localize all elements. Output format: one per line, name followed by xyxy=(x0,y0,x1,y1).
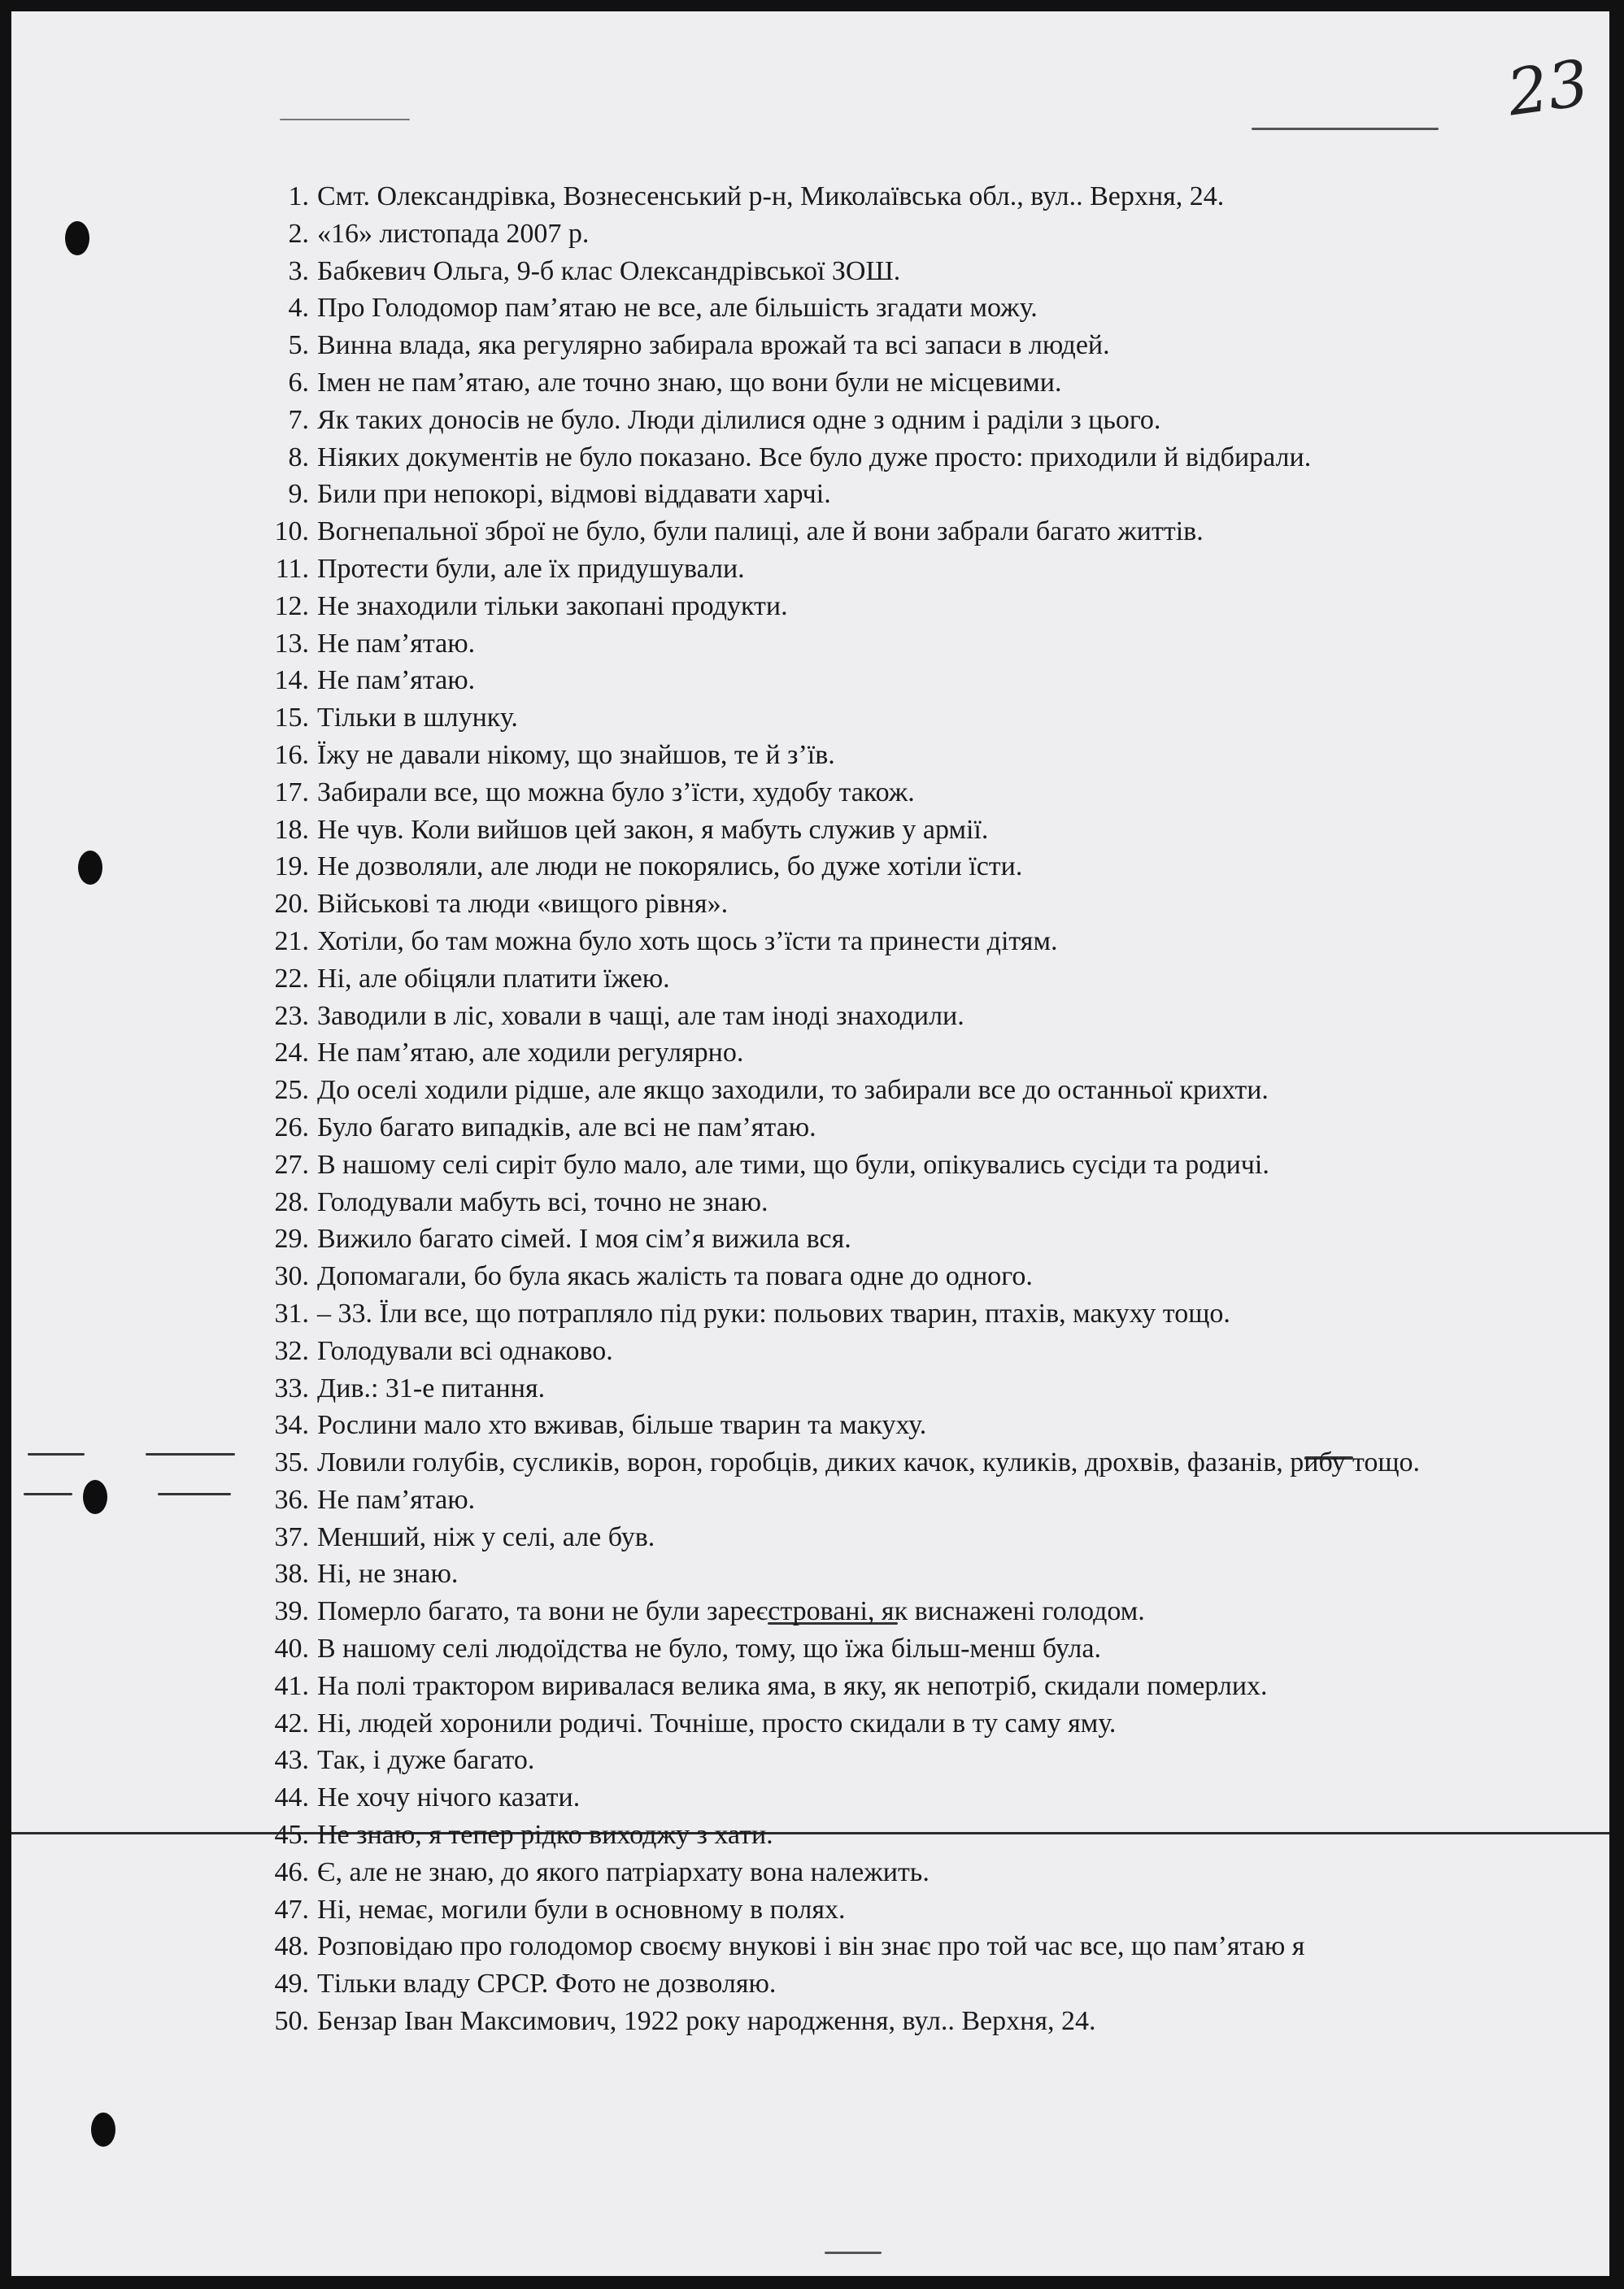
answer-number: 13. xyxy=(274,628,309,659)
answer-text: Заводили в ліс, ховали в чащі, але там іноді знаходили. xyxy=(317,1000,964,1031)
answer-item xyxy=(247,253,1516,290)
answer-number: 42. xyxy=(274,1708,309,1739)
answer-text: Не знаходили тільки закопані продукти. xyxy=(317,590,788,621)
answer-item xyxy=(247,774,1516,812)
scan-mark xyxy=(158,1493,231,1495)
answer-item xyxy=(247,1891,1516,1929)
answer-item xyxy=(247,1370,1516,1408)
punch-hole xyxy=(83,1480,107,1514)
answer-item xyxy=(247,662,1516,699)
answer-item xyxy=(247,1072,1516,1109)
answer-number: 20. xyxy=(274,889,309,920)
questionnaire-answers xyxy=(247,178,1516,2040)
answer-item xyxy=(247,588,1516,625)
answer-number: 23. xyxy=(274,1000,309,1031)
answer-number: 30. xyxy=(274,1261,309,1292)
answer-number: 46. xyxy=(274,1856,309,1887)
answer-text: В нашому селі сиріт було мало, але тими, що були, опікувались сусіди та родичі. xyxy=(317,1149,1269,1180)
answer-number: 16. xyxy=(274,739,309,770)
punch-hole xyxy=(91,2113,115,2147)
answer-text: Ніяких документів не було показано. Все було дуже просто: приходили й відбирали. xyxy=(317,442,1312,472)
answer-text: Бензар Іван Максимович, 1922 року народження, вул.. Верхня, 24. xyxy=(317,2006,1096,2037)
answer-item xyxy=(247,1928,1516,1965)
answer-text: Забирали все, що можна було з’їсти, худобу також. xyxy=(317,777,915,807)
answer-item xyxy=(247,402,1516,439)
answer-number: 19. xyxy=(274,851,309,882)
scan-mark xyxy=(825,2252,882,2254)
answer-text: Їжу не давали нікому, що знайшов, те й з’їв. xyxy=(317,739,835,770)
answer-text: Смт. Олександрівка, Вознесенський р-н, Миколаївська обл., вул.. Верхня, 24. xyxy=(317,181,1225,211)
answer-number: 3. xyxy=(288,255,309,286)
answer-number: 50. xyxy=(274,2006,309,2037)
answer-item xyxy=(247,215,1516,253)
answer-item xyxy=(247,848,1516,886)
answer-number: 12. xyxy=(274,590,309,621)
answer-text: Про Голодомор пам’ятаю не все, але більшість згадати можу. xyxy=(317,293,1038,324)
answer-number: 36. xyxy=(274,1484,309,1515)
answer-item xyxy=(247,1221,1516,1258)
answer-text: Було багато випадків, але всі не пам’ятаю. xyxy=(317,1112,816,1142)
answer-text: Див.: 31-е питання. xyxy=(317,1373,546,1403)
answer-text: Вогнепальної зброї не було, були палиці, але й вони забрали багато життів. xyxy=(317,516,1204,547)
answer-number: 45. xyxy=(274,1820,309,1851)
answer-number: 27. xyxy=(274,1149,309,1180)
answer-text: Вижило багато сімей. І моя сім’я вижила вся. xyxy=(317,1224,851,1255)
answer-item xyxy=(247,364,1516,402)
answer-text: – 33. Їли все, що потрапляло під руки: польових тварин, птахів, макуху тощо. xyxy=(317,1298,1230,1329)
answer-number: 33. xyxy=(274,1373,309,1403)
answer-item xyxy=(247,550,1516,588)
answer-item xyxy=(247,923,1516,960)
answer-number: 38. xyxy=(274,1559,309,1590)
answer-number: 18. xyxy=(274,814,309,845)
answer-text: Протести були, але їх придушували. xyxy=(317,553,745,584)
answer-text: Не хочу нічого казати. xyxy=(317,1782,581,1813)
answer-number: 24. xyxy=(274,1038,309,1068)
document-page xyxy=(11,11,1609,2276)
answer-number: 8. xyxy=(288,442,309,472)
scan-mark xyxy=(280,119,410,120)
answer-number: 41. xyxy=(274,1670,309,1701)
answer-number: 10. xyxy=(274,516,309,547)
answer-number: 31. xyxy=(274,1298,309,1329)
answer-item xyxy=(247,1444,1516,1482)
answer-item xyxy=(247,1407,1516,1444)
answer-item xyxy=(247,1109,1516,1147)
answer-text: Голодували всі однаково. xyxy=(317,1335,613,1366)
answer-item xyxy=(247,699,1516,737)
answer-item xyxy=(247,1482,1516,1519)
answer-text: Допомагали, бо була якась жалість та повага одне до одного. xyxy=(317,1261,1033,1292)
answer-number: 22. xyxy=(274,963,309,994)
answer-text: Бабкевич Ольга, 9-б клас Олександрівської ЗОШ. xyxy=(317,255,901,286)
answer-number: 14. xyxy=(274,665,309,696)
answer-text: До оселі ходили рідше, але якщо заходили, то забирали все до останньої крихти. xyxy=(317,1075,1269,1106)
answer-number: 9. xyxy=(288,479,309,510)
answer-text: Тільки в шлунку. xyxy=(317,703,518,733)
answer-number: 7. xyxy=(288,404,309,435)
answer-item xyxy=(247,1295,1516,1333)
punch-hole xyxy=(65,221,89,255)
answer-item xyxy=(247,1034,1516,1072)
scan-mark xyxy=(1252,128,1439,130)
answer-number: 2. xyxy=(288,218,309,249)
answer-item xyxy=(247,1965,1516,2003)
answer-item xyxy=(247,1854,1516,1891)
answer-item xyxy=(247,812,1516,849)
answer-number: 39. xyxy=(274,1596,309,1627)
answer-item xyxy=(247,2003,1516,2040)
answer-text: Рослини мало хто вживав, більше тварин та макуху. xyxy=(317,1410,927,1441)
answer-item xyxy=(247,960,1516,998)
answer-text: Так, і дуже багато. xyxy=(317,1745,535,1776)
answer-item xyxy=(247,1779,1516,1817)
answer-number: 32. xyxy=(274,1335,309,1366)
answer-text: Розповідаю про голодомор своєму внукові і він знає про той час все, що пам’ятаю я xyxy=(317,1931,1305,1962)
answer-item xyxy=(247,439,1516,477)
answer-number: 6. xyxy=(288,367,309,398)
answer-text: Ні, людей хоронили родичі. Точніше, просто скидали в ту саму яму. xyxy=(317,1708,1117,1739)
answer-text: Менший, ніж у селі, але був. xyxy=(317,1521,655,1552)
answer-item xyxy=(247,1258,1516,1295)
answer-item xyxy=(247,1147,1516,1184)
answer-text: Не дозволяли, але люди не покорялись, бо дуже хотіли їсти. xyxy=(317,851,1023,882)
scan-mark xyxy=(28,1453,85,1456)
answer-number: 47. xyxy=(274,1894,309,1925)
answer-number: 21. xyxy=(274,925,309,956)
answer-item xyxy=(247,1705,1516,1743)
answer-text: Ні, не знаю. xyxy=(317,1559,459,1590)
answer-text: Не пам’ятаю. xyxy=(317,628,476,659)
answer-item xyxy=(247,886,1516,923)
answer-text: Не знаю, я тепер рідко виходжу з хати. xyxy=(317,1820,773,1851)
answer-number: 49. xyxy=(274,1969,309,2000)
answer-text: Не пам’ятаю. xyxy=(317,1484,476,1515)
answer-item xyxy=(247,737,1516,774)
answer-item xyxy=(247,1519,1516,1556)
answer-item xyxy=(247,1817,1516,1854)
answer-number: 26. xyxy=(274,1112,309,1142)
answer-item xyxy=(247,1333,1516,1370)
answer-text: Військові та люди «вищого рівня». xyxy=(317,889,729,920)
answer-number: 29. xyxy=(274,1224,309,1255)
answer-item xyxy=(247,998,1516,1035)
answer-text: Винна влада, яка регулярно забирала врожай та всі запаси в людей. xyxy=(317,330,1110,361)
answer-number: 34. xyxy=(274,1410,309,1441)
answer-text: Є, але не знаю, до якого патріархату вона належить. xyxy=(317,1856,930,1887)
answer-number: 25. xyxy=(274,1075,309,1106)
answer-number: 15. xyxy=(274,703,309,733)
answer-item xyxy=(247,476,1516,513)
answer-number: 1. xyxy=(288,181,309,211)
answer-item xyxy=(247,327,1516,364)
answer-number: 40. xyxy=(274,1634,309,1665)
scan-mark xyxy=(146,1453,235,1456)
answer-text: Як таких доносів не було. Люди ділилися одне з одним і раділи з цього. xyxy=(317,404,1161,435)
answer-number: 43. xyxy=(274,1745,309,1776)
answer-item xyxy=(247,1630,1516,1668)
answer-text: Не пам’ятаю. xyxy=(317,665,476,696)
answer-number: 4. xyxy=(288,293,309,324)
answer-text: На полі трактором виривалася велика яма, в яку, як непотріб, скидали померлих. xyxy=(317,1670,1268,1701)
answer-text: Не чув. Коли вийшов цей закон, я мабуть служив у армії. xyxy=(317,814,989,845)
answer-text: В нашому селі людоїдства не було, тому, що їжа більш-менш була. xyxy=(317,1634,1101,1665)
answer-text: Хотіли, бо там можна було хоть щось з’їсти та принести дітям. xyxy=(317,925,1058,956)
answer-item xyxy=(247,178,1516,215)
answer-item xyxy=(247,1668,1516,1705)
answer-item xyxy=(247,1556,1516,1593)
punch-hole xyxy=(78,851,102,885)
answer-item xyxy=(247,1593,1516,1630)
answer-number: 35. xyxy=(274,1447,309,1478)
answer-number: 37. xyxy=(274,1521,309,1552)
answer-number: 48. xyxy=(274,1931,309,1962)
page-number: 23 xyxy=(1503,46,1594,131)
answer-number: 11. xyxy=(275,553,309,584)
answer-text: Не пам’ятаю, але ходили регулярно. xyxy=(317,1038,744,1068)
answer-text: Померло багато, та вони не були зареєстровані, як виснажені голодом. xyxy=(317,1596,1145,1627)
answer-number: 44. xyxy=(274,1782,309,1813)
answer-text: Били при непокорі, відмові віддавати харчі. xyxy=(317,479,831,510)
answer-number: 28. xyxy=(274,1186,309,1217)
answer-text: Голодували мабуть всі, точно не знаю. xyxy=(317,1186,768,1217)
answer-text: Імен не пам’ятаю, але точно знаю, що вони були не місцевими. xyxy=(317,367,1062,398)
answer-item xyxy=(247,625,1516,663)
answer-item xyxy=(247,1184,1516,1221)
answer-number: 5. xyxy=(288,330,309,361)
answer-text: Ні, немає, могили були в основному в полях. xyxy=(317,1894,846,1925)
answer-item xyxy=(247,1742,1516,1779)
answer-item xyxy=(247,513,1516,550)
answer-text: Ловили голубів, сусликів, ворон, горобців, диких качок, куликів, дрохвів, фазанів, рибу тощо. xyxy=(317,1447,1421,1478)
answer-number: 17. xyxy=(274,777,309,807)
answer-text: Тільки владу СРСР. Фото не дозволяю. xyxy=(317,1969,777,2000)
answer-text: «16» листопада 2007 р. xyxy=(317,218,590,249)
answer-text: Ні, але обіцяли платити їжею. xyxy=(317,963,670,994)
answer-item xyxy=(247,289,1516,327)
scan-mark xyxy=(24,1493,72,1495)
